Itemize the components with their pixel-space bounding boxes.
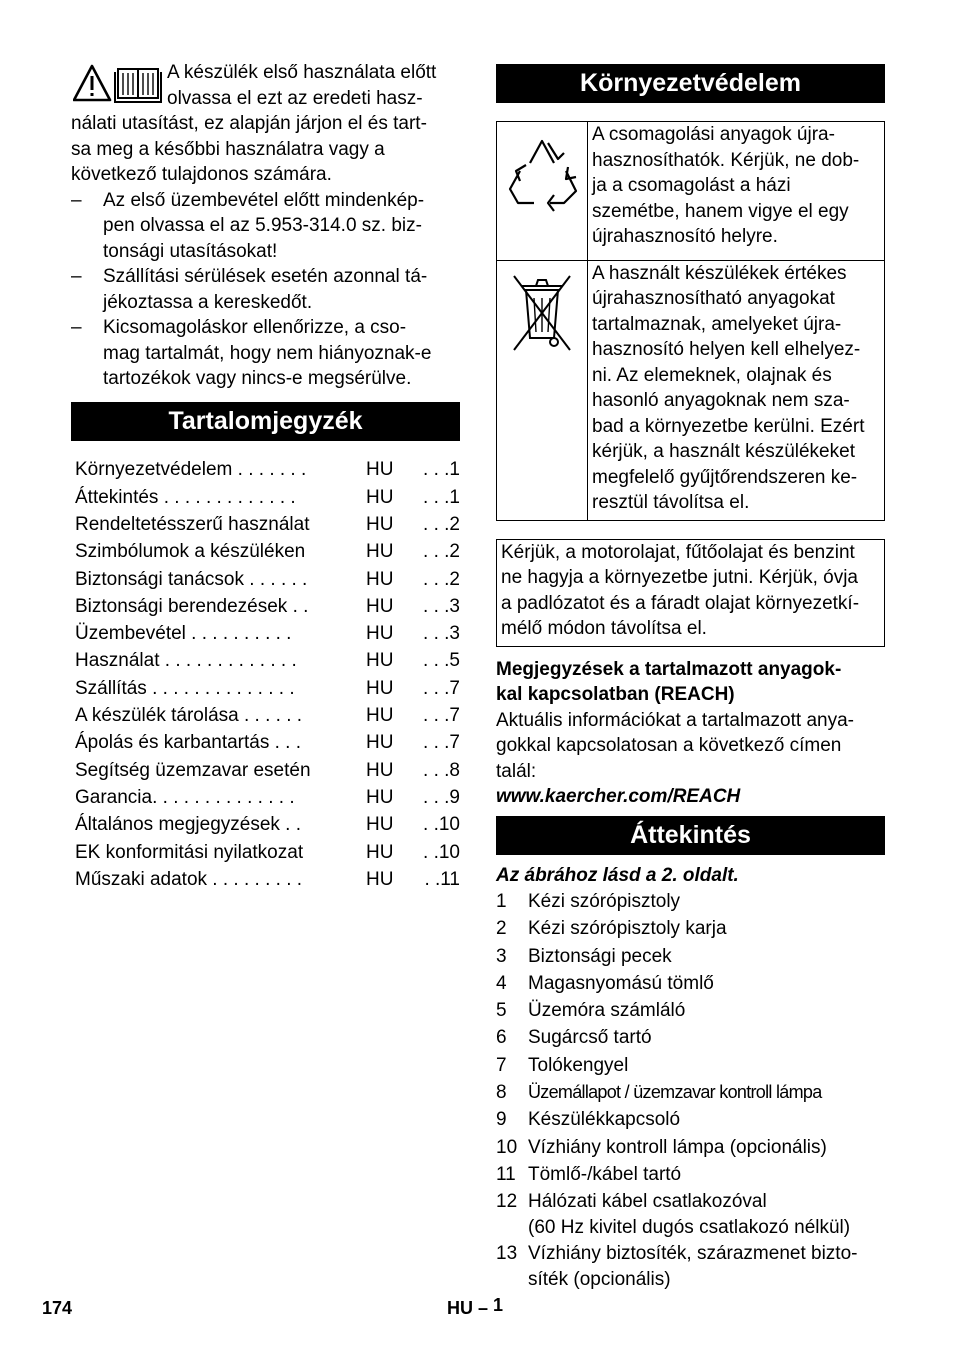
toc-entry-page: . .10 [423, 814, 460, 836]
toc-entry-title: Segítség üzemzavar esetén [75, 759, 311, 781]
item-label: Üzemóra számláló [528, 1000, 686, 1022]
table-cell [497, 260, 588, 520]
toc-row[interactable] [71, 566, 460, 593]
toc-row[interactable] [71, 620, 460, 647]
toc-entry-title: Ápolás és karbantartás . . . [75, 732, 302, 754]
right-column [496, 60, 885, 1292]
table-cell [588, 122, 885, 261]
reach-text: Aktuális információkat a tartalmazott anya- [496, 709, 854, 731]
toc-row[interactable] [71, 484, 460, 511]
item-number: 13 [496, 1243, 518, 1265]
list-item [496, 1079, 885, 1106]
toc-entry-title: Szimbólumok a készüléken [75, 541, 306, 563]
list-item [71, 315, 460, 392]
toc-entry-lang: HU [366, 841, 394, 863]
toc-row[interactable] [71, 839, 460, 866]
toc-entry-page: . . .7 [423, 732, 460, 754]
toc-entry-title: EK konformitási nyilatkozat [75, 841, 304, 863]
toc-entry-page: . . .2 [423, 541, 460, 563]
item-label: Hálózati kábel csatlakozóval [528, 1191, 767, 1213]
env-text-line: ni. Az elemeknek, olajnak és [592, 364, 832, 386]
env-text-line: szemétbe, hanem vigye el egy [592, 200, 849, 222]
toc-entry-lang: HU [366, 705, 394, 727]
item-label: Vízhiány biztosíték, szárazmenet bizto- [528, 1243, 858, 1265]
toc-entry-page: . . .1 [423, 459, 460, 481]
item-number: 4 [496, 972, 507, 994]
table-cell [497, 122, 588, 261]
item-label: Vízhiány kontroll lámpa (opcionális) [528, 1136, 827, 1158]
list-item-line: tonsági utasításokat! [103, 240, 278, 262]
item-label: Kézi szórópisztoly karja [528, 918, 727, 940]
list-item-line: Az első üzembevétel előtt mindenkép- [103, 189, 425, 211]
bullet-dash: – [71, 189, 82, 211]
list-item [496, 1134, 885, 1161]
item-number: 2 [496, 918, 507, 940]
list-item [496, 997, 885, 1024]
toc-entry-page: . . .9 [423, 786, 460, 808]
reach-text: gokkal kapcsolatosan a következő címen [496, 735, 842, 756]
toc-entry-lang: HU [366, 568, 394, 590]
footer-lang: HU [447, 1298, 473, 1318]
list-item [496, 1240, 885, 1292]
item-label: Biztonsági pecek [528, 945, 672, 967]
item-label: Sugárcső tartó [528, 1027, 652, 1049]
page-number: 174 [42, 1298, 73, 1318]
env-text-line: resztül távolítsa el. [592, 492, 750, 513]
toc-row[interactable] [71, 784, 460, 811]
toc-entry-page: . . .7 [423, 705, 460, 727]
item-number: 10 [496, 1136, 518, 1158]
toc-entry-page: . . .3 [423, 623, 460, 645]
note-line: mélő módon távolítsa el. [501, 618, 707, 639]
env-text-line: kérjük, a használt készülékeket [592, 441, 855, 462]
env-text-line: A használt készülékek értékes [592, 262, 847, 284]
toc-entry-title: Környezetvédelem . . . . . . . [75, 459, 307, 481]
item-number: 12 [496, 1191, 518, 1213]
toc-entry-page: . . .2 [423, 568, 460, 590]
env-text-line: tartalmaznak, amelyeket újra- [592, 313, 842, 335]
reach-section [496, 657, 885, 810]
list-item [71, 188, 460, 265]
note-line: ne hagyja a környezetbe jutni. Kérjük, óvja [501, 567, 858, 588]
env-text-line: hasonló anyagoknak nem sza- [592, 390, 850, 411]
reach-heading: Megjegyzések a tartalmazott anyagok- [496, 658, 842, 680]
toc-entry-page: . . .1 [423, 486, 460, 508]
env-text-line: ja a csomagolást a házi [592, 175, 791, 196]
toc-row[interactable] [71, 675, 460, 702]
item-number: 3 [496, 945, 507, 967]
toc-entry-title: Biztonsági berendezések . . [75, 595, 309, 617]
toc-entry-lang: HU [366, 541, 394, 563]
component-list [496, 888, 885, 1292]
toc-row[interactable] [71, 757, 460, 784]
env-text-line: hasznosító helyen kell elhelyez- [592, 339, 861, 360]
toc-row[interactable] [71, 511, 460, 538]
note-line: Kérjük, a motorolajat, fűtőolajat és benzint [501, 541, 855, 563]
env-text-line: hasznosíthatók. Kérjük, ne dob- [592, 149, 860, 171]
env-text-line: újrahasznosító helyre. [592, 226, 778, 247]
item-number: 8 [496, 1082, 507, 1104]
intro-line: olvassa el ezt az eredeti hasz- [167, 87, 423, 109]
toc-entry-lang: HU [366, 868, 394, 890]
list-item [496, 915, 885, 942]
reach-heading: kal kapcsolatban (REACH) [496, 684, 735, 705]
left-column [71, 60, 460, 893]
toc-row[interactable] [71, 702, 460, 729]
item-label: Kézi szórópisztoly [528, 891, 681, 912]
oil-note-box [496, 539, 885, 647]
table-row [497, 260, 885, 520]
toc-entry-title: Rendeltetésszerű használat [75, 513, 310, 535]
toc-row[interactable] [71, 593, 460, 620]
bullet-dash: – [71, 266, 82, 287]
toc-row[interactable] [71, 538, 460, 565]
toc-heading: Tartalomjegyzék [71, 402, 460, 441]
toc-entry-page: . . .5 [423, 650, 460, 672]
item-number: 9 [496, 1109, 507, 1131]
toc-entry-lang: HU [366, 486, 394, 508]
toc-entry-page: . . .7 [423, 677, 460, 699]
item-label: Tömlő-/kábel tartó [528, 1163, 682, 1185]
table-row [497, 122, 885, 261]
item-number: 7 [496, 1054, 507, 1076]
list-item-line: tartozékok vagy nincs-e megsérülve. [103, 368, 412, 389]
toc-row[interactable] [71, 729, 460, 756]
intro-line: sa meg a későbbi használatra vagy a [71, 138, 385, 160]
list-item [496, 1052, 885, 1079]
toc-entry-lang: HU [366, 623, 394, 645]
footer-section-page: 1 [493, 1295, 504, 1315]
toc-entry-title: Üzembevétel . . . . . . . . . . [75, 623, 292, 645]
env-text-line: megfelelő gyűjtőrendszeren ke- [592, 466, 858, 488]
list-item [496, 888, 885, 915]
list-item [71, 264, 460, 315]
toc-entry-lang: HU [366, 732, 394, 754]
bullet-dash: – [71, 317, 82, 338]
warning-manual-icon [73, 64, 163, 104]
list-item [496, 970, 885, 997]
item-number: 11 [496, 1163, 516, 1185]
list-item [496, 1188, 885, 1240]
environment-heading: Környezetvédelem [496, 64, 885, 103]
table-cell [588, 260, 885, 520]
env-text-line: bad a környezetbe kerülni. Ezért [592, 415, 865, 437]
item-label: Üzemállapot / üzemzavar kontroll lámpa [528, 1082, 822, 1103]
toc-entry-page: . . .3 [423, 595, 460, 617]
item-label: Magasnyomású tömlő [528, 972, 714, 994]
list-item [496, 1024, 885, 1051]
environment-table [496, 121, 885, 521]
reach-text: talál: [496, 760, 537, 782]
item-label: síték (opcionális) [528, 1268, 671, 1290]
item-number: 6 [496, 1027, 507, 1049]
list-item-line: pen olvassa el az 5.953-314.0 sz. biz- [103, 215, 422, 236]
reach-url: www.kaercher.com/REACH [496, 786, 741, 807]
recycle-icon [498, 123, 586, 251]
table-of-contents [71, 457, 460, 894]
toc-entry-title: Általános megjegyzések . . [75, 814, 302, 836]
toc-row[interactable] [71, 811, 460, 838]
notice-list [71, 188, 460, 392]
toc-entry-lang: HU [366, 786, 394, 808]
toc-entry-lang: HU [366, 759, 394, 781]
toc-entry-lang: HU [366, 459, 394, 481]
toc-entry-lang: HU [366, 677, 394, 699]
intro-paragraph [71, 60, 460, 188]
list-item [496, 1161, 885, 1188]
toc-entry-lang: HU [366, 650, 394, 672]
intro-line: nálati utasítást, ez alapján járjon el és tart- [71, 113, 427, 134]
footer-center [447, 1295, 504, 1319]
env-text-line: A csomagolási anyagok újra- [592, 124, 835, 145]
toc-entry-title: Garancia. . . . . . . . . . . . . . [75, 786, 295, 808]
toc-entry-lang: HU [366, 814, 394, 836]
toc-entry-title: A készülék tárolása . . . . . . [75, 705, 303, 727]
intro-line: A készülék első használata előtt [167, 62, 437, 83]
toc-entry-title: Áttekintés . . . . . . . . . . . . . [75, 486, 296, 508]
toc-entry-page: . . .8 [423, 759, 460, 781]
toc-entry-lang: HU [366, 595, 394, 617]
toc-entry-title: Szállítás . . . . . . . . . . . . . . [75, 677, 295, 699]
toc-entry-page: . . .2 [423, 513, 460, 535]
env-text-line: újrahasznosítható anyagokat [592, 288, 835, 309]
list-item-line: Szállítási sérülések esetén azonnal tá- [103, 266, 428, 287]
toc-entry-page: . .11 [424, 868, 460, 890]
list-item [496, 943, 885, 970]
crossed-bin-icon [498, 262, 586, 362]
toc-row[interactable] [71, 457, 460, 484]
list-item-line: mag tartalmát, hogy nem hiányoznak-e [103, 342, 432, 364]
item-number: 5 [496, 1000, 507, 1022]
intro-line: következő tulajdonos számára. [71, 164, 332, 185]
toc-row[interactable] [71, 866, 460, 893]
footer-separator: – [478, 1298, 489, 1318]
item-number: 1 [496, 891, 507, 912]
list-item-line: jékoztassa a kereskedőt. [103, 291, 313, 313]
toc-row[interactable] [71, 648, 460, 675]
item-label: Tolókengyel [528, 1054, 629, 1076]
toc-entry-title: Biztonsági tanácsok . . . . . . [75, 568, 308, 590]
toc-entry-title: Használat . . . . . . . . . . . . . [75, 650, 297, 672]
toc-entry-title: Műszaki adatok . . . . . . . . . [75, 868, 303, 890]
toc-entry-lang: HU [366, 513, 394, 535]
note-line: a padlózatot és a fáradt olajat környezetkí- [501, 592, 860, 614]
list-item-line: Kicsomagoláskor ellenőrizze, a cso- [103, 317, 407, 338]
overview-reference: Az ábrához lásd a 2. oldalt. [496, 864, 739, 886]
list-item [496, 1106, 885, 1133]
item-label: Készülékkapcsoló [528, 1109, 681, 1131]
toc-entry-page: . .10 [423, 841, 460, 863]
overview-heading: Áttekintés [496, 816, 885, 855]
item-label: (60 Hz kivitel dugós csatlakozó nélkül) [528, 1216, 851, 1238]
